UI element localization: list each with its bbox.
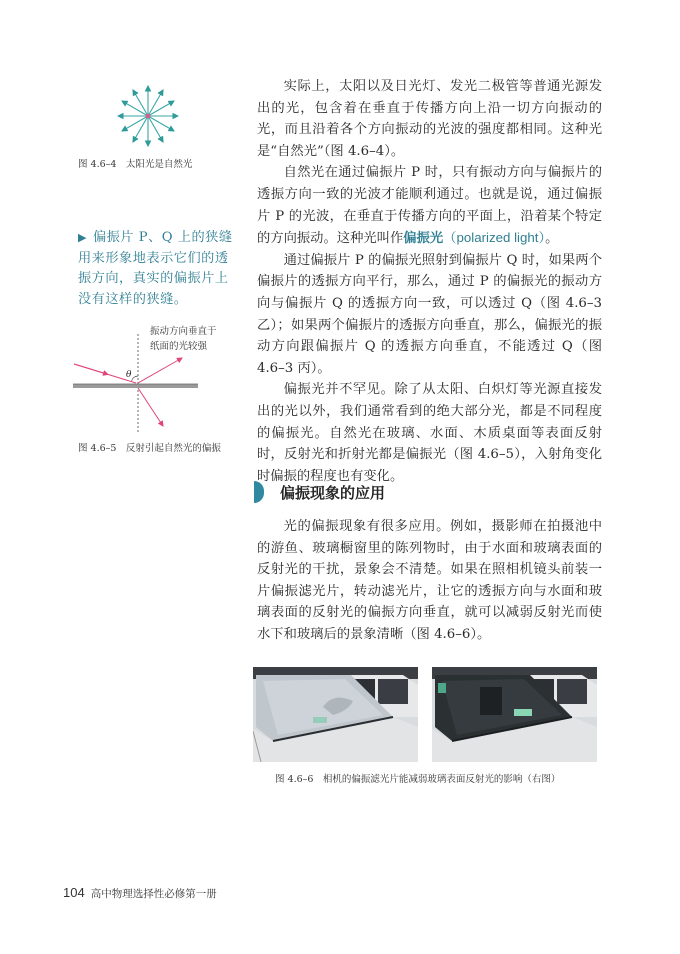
key-term-english: （polarized light） <box>443 230 546 246</box>
theta-label: θ <box>126 370 132 380</box>
main-text <box>257 76 602 487</box>
photo-car-polarized <box>432 667 597 762</box>
paragraph: 实际上，太阳以及日光灯、发光二极管等普通光源发出的光，包含着在垂直于传播方向上沿一切方向振动的光，而且沿着各个方向振动的光波的强度都相同。这种光是“自然光”（图 4.6–4）。 <box>257 79 602 159</box>
figure-caption: 图 4.6–6 相机的偏振滤光片能减弱玻璃表面反射光的影响（右图） <box>275 774 561 785</box>
page-footer <box>63 885 217 901</box>
annotation-line-2: 纸面的光较强 <box>150 341 208 352</box>
side-note <box>78 228 238 310</box>
paragraph: 通过偏振片 P 的偏振光照射到偏振片 Q 时，如果两个偏振片的透振方向平行，那么，通过 P 的偏振光的振动方向与偏振片 Q 的透振方向一致，可以透过 Q（图 4.6–3 乙）；如果两个偏振片的透振方向垂直，那么，偏振光的振动方向跟偏振片 Q 的透振方向垂直，不能透过 Q（图 4.6–3 丙）。 <box>257 252 602 376</box>
section-marker-icon <box>254 481 264 503</box>
section-heading <box>254 480 385 504</box>
side-note-text: 偏振片 P、Q 上的狭缝用来形象地表示它们的透振方向，真实的偏振片上没有这样的狭缝。 <box>78 230 233 307</box>
triangle-marker-icon: ▶ <box>78 231 87 244</box>
section-text <box>257 516 602 646</box>
photo-car-glare <box>253 667 418 762</box>
section-title: 偏振现象的应用 <box>280 483 386 502</box>
diagram-annotation <box>150 324 230 354</box>
key-term: 偏振光 <box>403 231 444 247</box>
page-number: 104 <box>63 885 85 900</box>
radiating-arrows-star-icon <box>108 76 188 156</box>
figure-caption: 图 4.6–5 反射引起自然光的偏振 <box>78 443 221 454</box>
book-title: 高中物理选择性必修第一册 <box>90 888 217 900</box>
paragraph: 自然光在通过偏振片 P 时，只有振动方向与偏振片的透振方向一致的光波才能顺利通过。也就是说，通过偏振片 P 的光波，在垂直于传播方向的平面上，沿着某个特定的方向振动。这种光叫作偏振光（polarized light）。 <box>257 165 602 247</box>
paragraph: 光的偏振现象有很多应用。例如，摄影师在拍摄池中的游鱼、玻璃橱窗里的陈列物时，由于水面和玻璃表面的反射光的干扰，景象会不清楚。如果在照相机镜头前装一片偏振滤光片，转动滤光片，让它的透振方向与水面和玻璃表面的反射光的偏振方向垂直，就可以减弱反射光而使水下和玻璃后的景象清晰（图 4.6–6）。 <box>257 519 602 642</box>
figure-caption: 图 4.6–4 太阳光是自然光 <box>78 159 193 170</box>
natural-light-diagram <box>108 76 188 156</box>
paragraph: 偏振光并不罕见。除了从太阳、白炽灯等光源直接发出的光以外，我们通常看到的绝大部分光，都是不同程度的偏振光。自然光在玻璃、水面、木质桌面等表面反射时，反射光和折射光都是偏振光（图 4.6–5），入射角变化时偏振的程度也有变化。 <box>257 382 602 484</box>
annotation-line-1: 振动方向垂直于 <box>150 326 217 337</box>
